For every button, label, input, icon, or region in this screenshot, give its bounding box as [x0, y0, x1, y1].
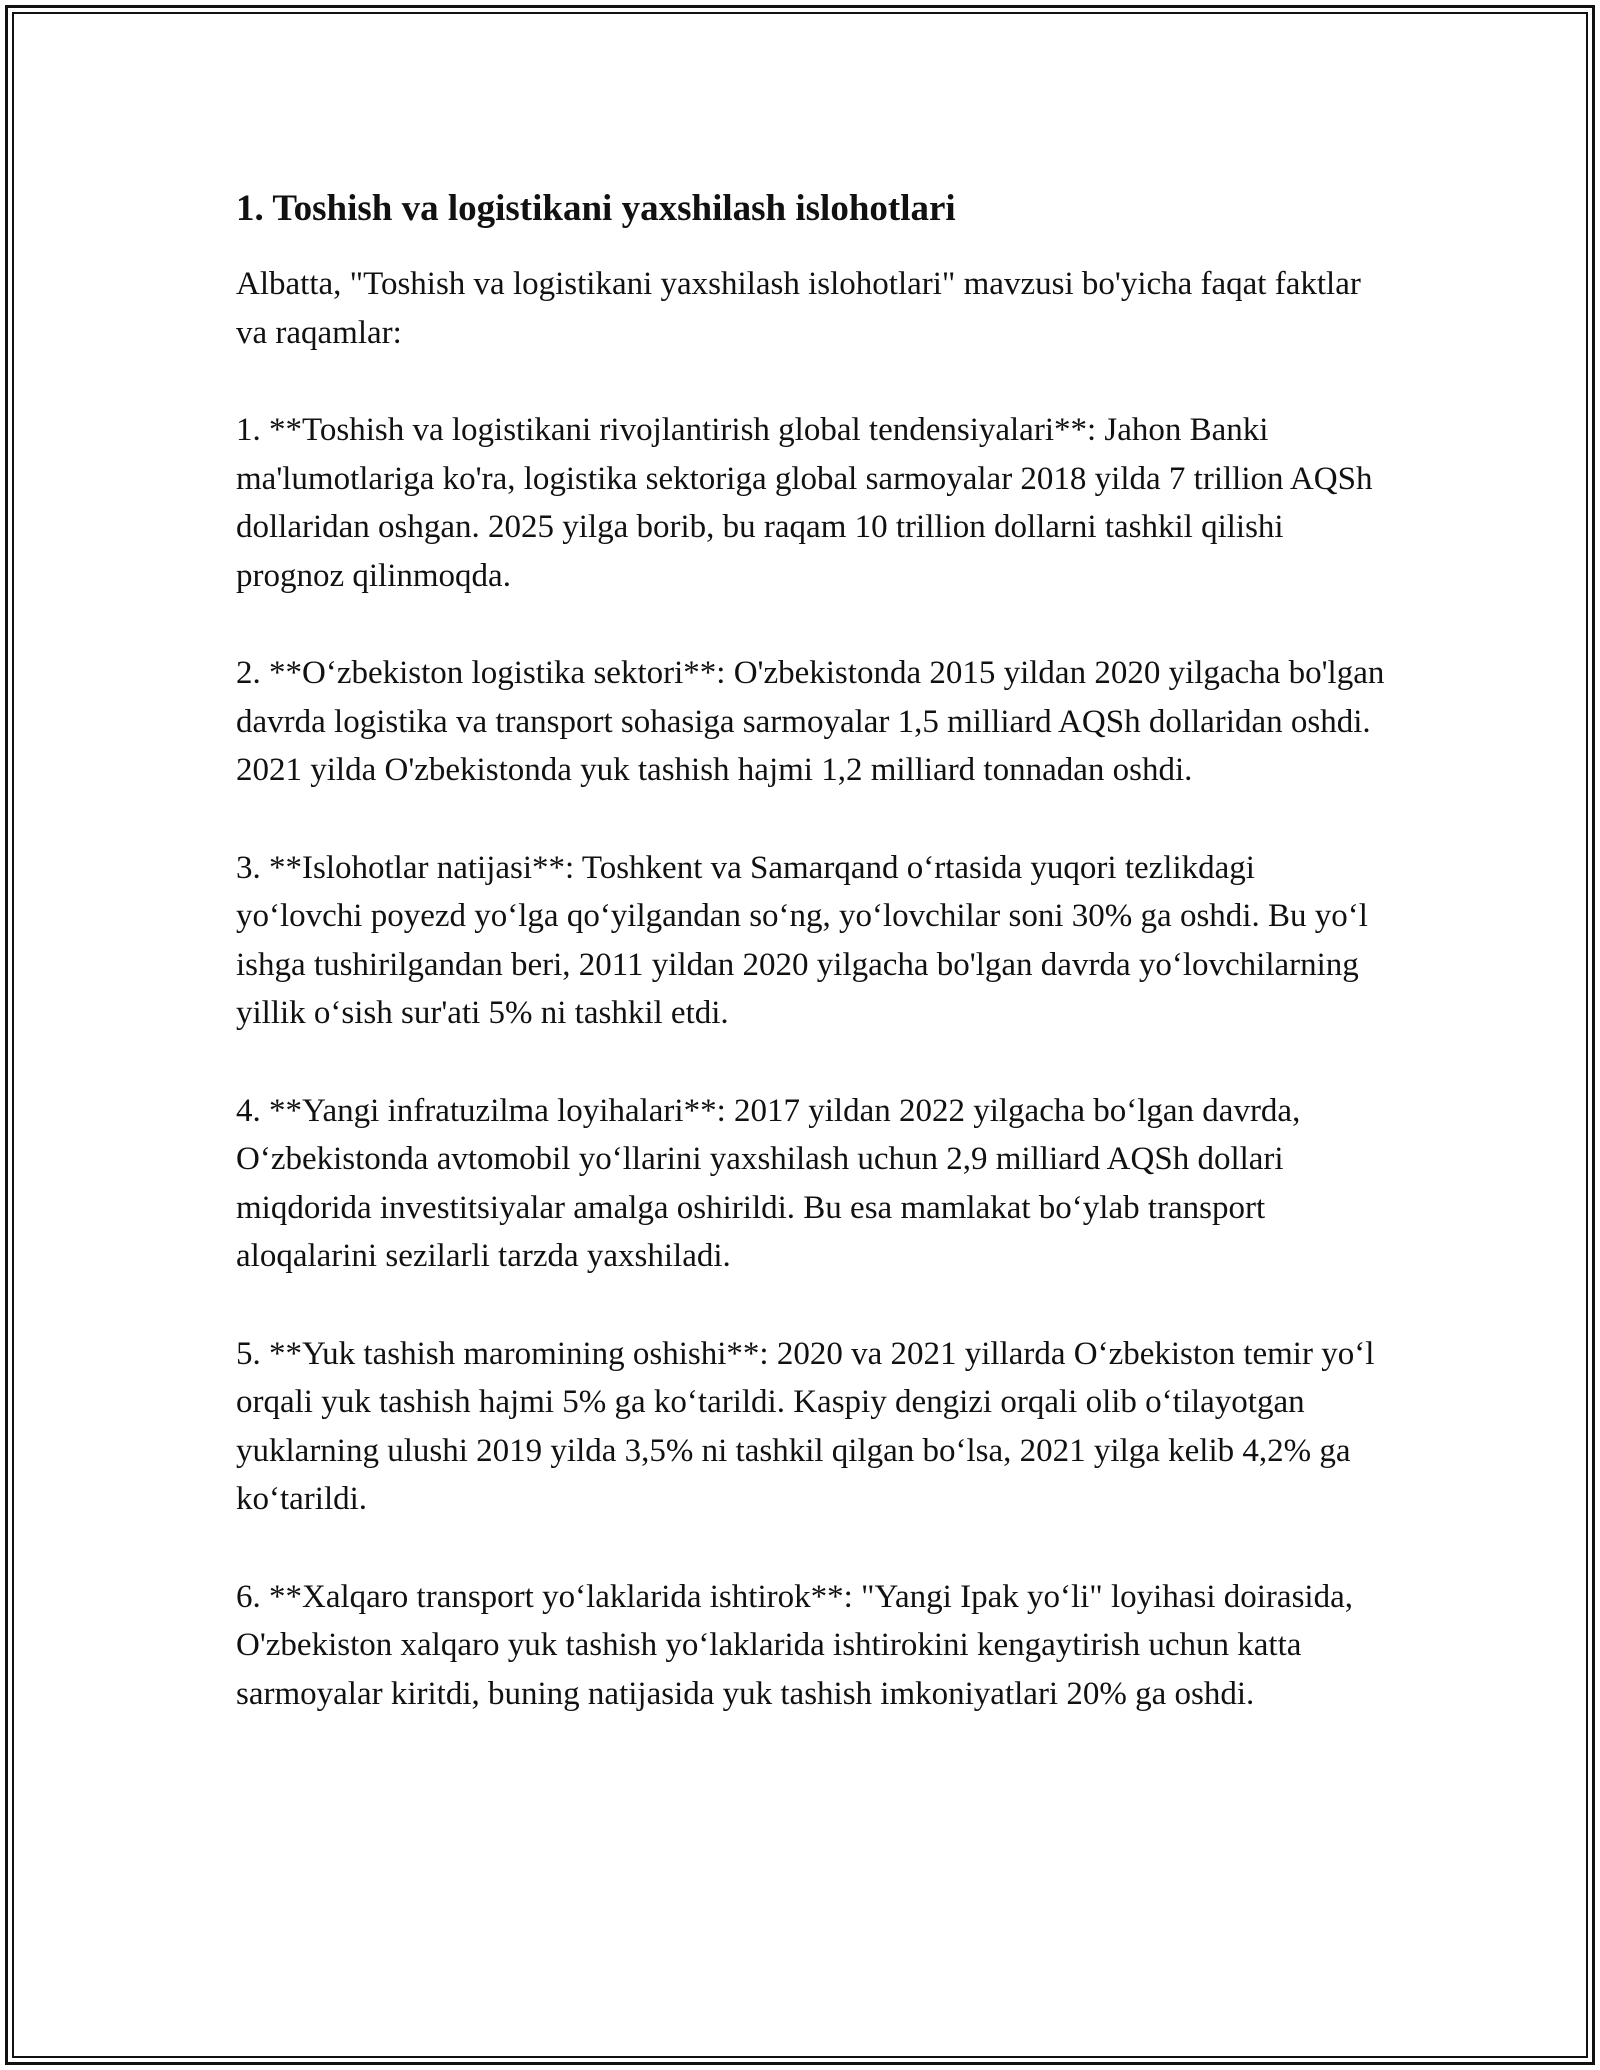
fact-item-1: 1. **Toshish va logistikani rivojlantirish global tendensiyalari**: Jahon Banki ma'lumotlariga ko'ra, logistika sektoriga global sarmoyalar 2018 yilda 7 trillion AQSh dollaridan oshgan. 2025 yilga borib, bu raqam 10 trillion dollarni tashkil qilishi prognoz qilinmoqda.: [236, 412, 1373, 594]
intro-paragraph: Albatta, "Toshish va logistikani yaxshilash islohotlari" mavzusi bo'yicha faqat faktlar va raqamlar:: [236, 266, 1361, 351]
fact-item-5: 5. **Yuk tashish maromining oshishi**: 2020 va 2021 yillarda O‘zbekiston temir yo‘l orqali yuk tashish hajmi 5% ga ko‘tarildi. Kaspiy dengizi orqali olib o‘tilayotgan yuklarning ulushi 2019 yilda 3,5% ni tashkil qilgan bo‘lsa, 2021 yilga kelib 4,2% ga ko‘tarildi.: [236, 1335, 1375, 1517]
fact-item-4: 4. **Yangi infratuzilma loyihalari**: 2017 yildan 2022 yilgacha bo‘lgan davrda, O‘zbekistonda avtomobil yo‘llarini yaxshilash uchun 2,9 milliard AQSh dollari miqdorida investitsiyalar amalga oshirildi. Bu esa mamlakat bo‘ylab transport aloqalarini sezilarli tarzda yaxshiladi.: [236, 1092, 1301, 1274]
document-body: [236, 186, 1386, 1767]
fact-item-3: 3. **Islohotlar natijasi**: Toshkent va Samarqand o‘rtasida yuqori tezlikdagi yo‘lovchi poyezd yo‘lga qo‘yilgandan so‘ng, yo‘lovchilar soni 30% ga oshdi. Bu yo‘l ishga tushirilgandan beri, 2011 yildan 2020 yilgacha bo'lgan davrda yo‘lovchilarning yillik o‘sish sur'ati 5% ni tashkil etdi.: [236, 849, 1368, 1031]
document-title: 1. Toshish va logistikani yaxshilash islohotlari: [236, 188, 956, 229]
fact-item-6: 6. **Xalqaro transport yo‘laklarida ishtirok**: "Yangi Ipak yo‘li" loyihasi doirasida, O'zbekiston xalqaro yuk tashish yo‘laklarida ishtirokini kengaytirish uchun katta sarmoyalar kiritdi, buning natijasida yuk tashish imkoniyatlari 20% ga oshdi.: [236, 1578, 1353, 1712]
fact-item-2: 2. **O‘zbekiston logistika sektori**: O'zbekistonda 2015 yildan 2020 yilgacha bo'lgan davrda logistika va transport sohasiga sarmoyalar 1,5 milliard AQSh dollaridan oshdi. 2021 yilda O'zbekistonda yuk tashish hajmi 1,2 milliard tonnadan oshdi.: [236, 655, 1385, 788]
